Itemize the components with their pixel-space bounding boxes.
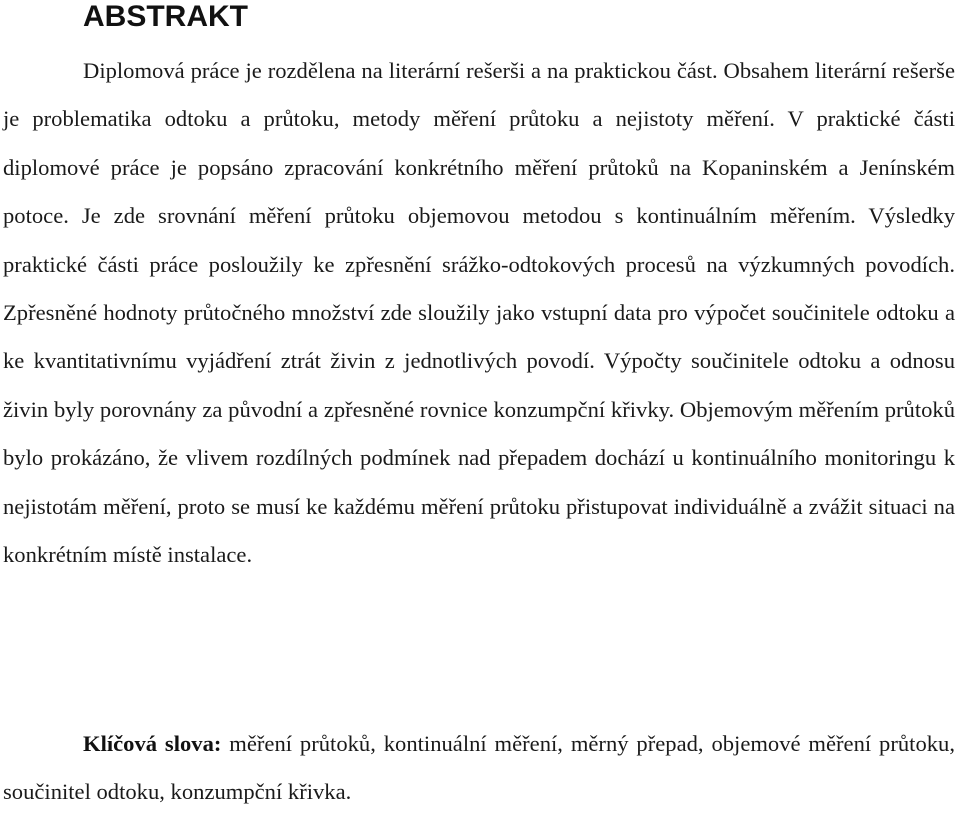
keywords-label: Klíčová slova:: [83, 731, 222, 756]
keywords-text: měření průtoků, kontinuální měření, měrný přepad, objemové měření průtoku, součinitel odtoku, konzumpční křivka.: [3, 731, 955, 805]
abstract-heading: ABSTRAKT: [83, 0, 248, 33]
abstract-paragraph: Diplomová práce je rozdělena na literární rešerši a na praktickou část. Obsahem literární rešerše je problematika odtoku a průtoku, metody měření průtoku a nejistoty měření. V praktické části diplomové práce je popsáno zpracování konkrétního měření průtoků na Kopaninském a Jenínském potoce. Je zde srovnání měření průtoku objemovou metodou s kontinuálním měřením. Výsledky praktické části práce posloužily ke zpřesnění srážko-odtokových procesů na výzkumných povodích. Zpřesněné hodnoty průtočného množství zde sloužily jako vstupní data pro výpočet součinitele odtoku a ke kvantitativnímu vyjádření ztrát živin z jednotlivých povodí. Výpočty součinitele odtoku a odnosu živin byly porovnány za původní a zpřesněné rovnice konzumpční křivky. Objemovým měřením průtoků bylo prokázáno, že vlivem rozdílných podmínek nad přepadem dochází u kontinuálního monitoringu k nejistotám měření, proto se musí ke každému měření průtoku přistupovat individuálně a zvážit situaci na konkrétním místě instalace.: [3, 58, 955, 568]
keywords-paragraph: [3, 720, 955, 817]
